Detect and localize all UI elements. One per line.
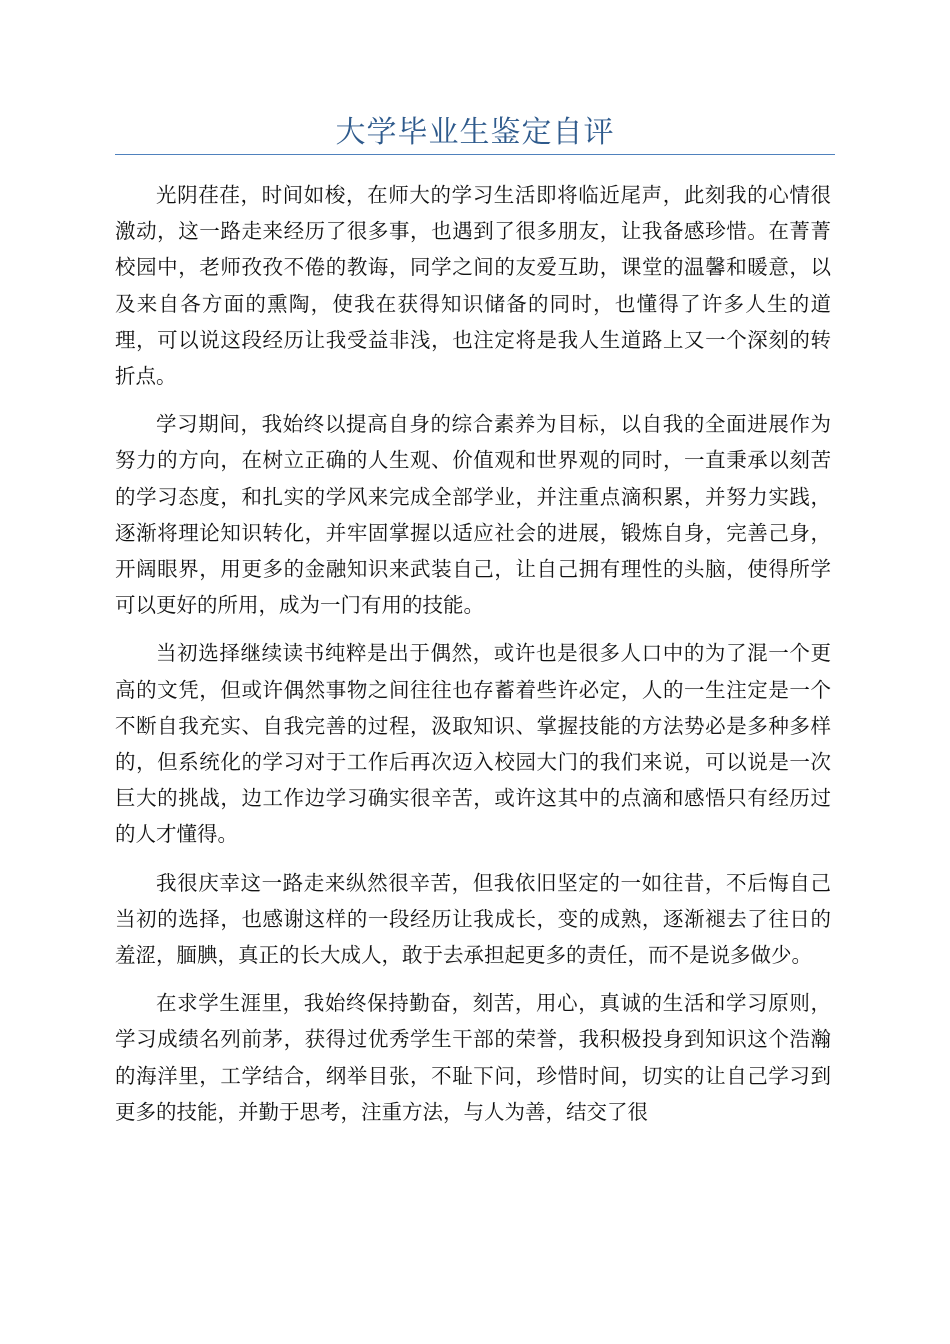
document-body [115, 177, 831, 1142]
paragraph-5: 在求学生涯里，我始终保持勤奋，刻苦，用心，真诚的生活和学习原则，学习成绩名列前茅，获得过优秀学生干部的荣誉，我积极投身到知识这个浩瀚的海洋里，工学结合，纲举目张，不耻下问，珍惜时间，切实的让自己学习到更多的技能，并勤于思考，注重方法，与人为善，结交了很 [115, 991, 831, 1124]
title-underline [115, 154, 835, 155]
document-title: 大学毕业生鉴定自评 [335, 115, 615, 150]
paragraph-3: 当初选择继续读书纯粹是出于偶然，或许也是很多人口中的为了混一个更高的文凭，但或许偶然事物之间往往也存蓄着些许必定，人的一生注定是一个不断自我充实、自我完善的过程，汲取知识、掌握技能的方法势必是多种多样的，但系统化的学习对于工作后再次迈入校园大门的我们来说，可以说是一次巨大的挑战，边工作边学习确实很辛苦，或许这其中的点滴和感悟只有经历过的人才懂得。 [115, 641, 831, 847]
paragraph-2: 学习期间，我始终以提高自身的综合素养为目标，以自我的全面进展作为努力的方向，在树立正确的人生观、价值观和世界观的同时，一直秉承以刻苦的学习态度，和扎实的学风来完成全部学业，并注重点滴积累，并努力实践，逐渐将理论知识转化，并牢固掌握以适应社会的进展，锻炼自身，完善己身，开阔眼界，用更多的金融知识来武装自己，让自己拥有理性的头脑，使得所学可以更好的所用，成为一门有用的技能。 [115, 412, 831, 618]
paragraph-4: 我很庆幸这一路走来纵然很辛苦，但我依旧坚定的一如往昔，不后悔自己当初的选择，也感谢这样的一段经历让我成长，变的成熟，逐渐褪去了往日的羞涩，腼腆，真正的长大成人，敢于去承担起更多的责任，而不是说多做少。 [115, 870, 831, 968]
paragraph-1: 光阴荏荏，时间如梭，在师大的学习生活即将临近尾声，此刻我的心情很激动，这一路走来经历了很多事，也遇到了很多朋友，让我备感珍惜。在菁菁校园中，老师孜孜不倦的教诲，同学之间的友爱互助，课堂的温馨和暖意，以及来自各方面的熏陶，使我在获得知识储备的同时，也懂得了许多人生的道理，可以说这段经历让我受益非浅，也注定将是我人生道路上又一个深刻的转折点。 [115, 183, 831, 389]
